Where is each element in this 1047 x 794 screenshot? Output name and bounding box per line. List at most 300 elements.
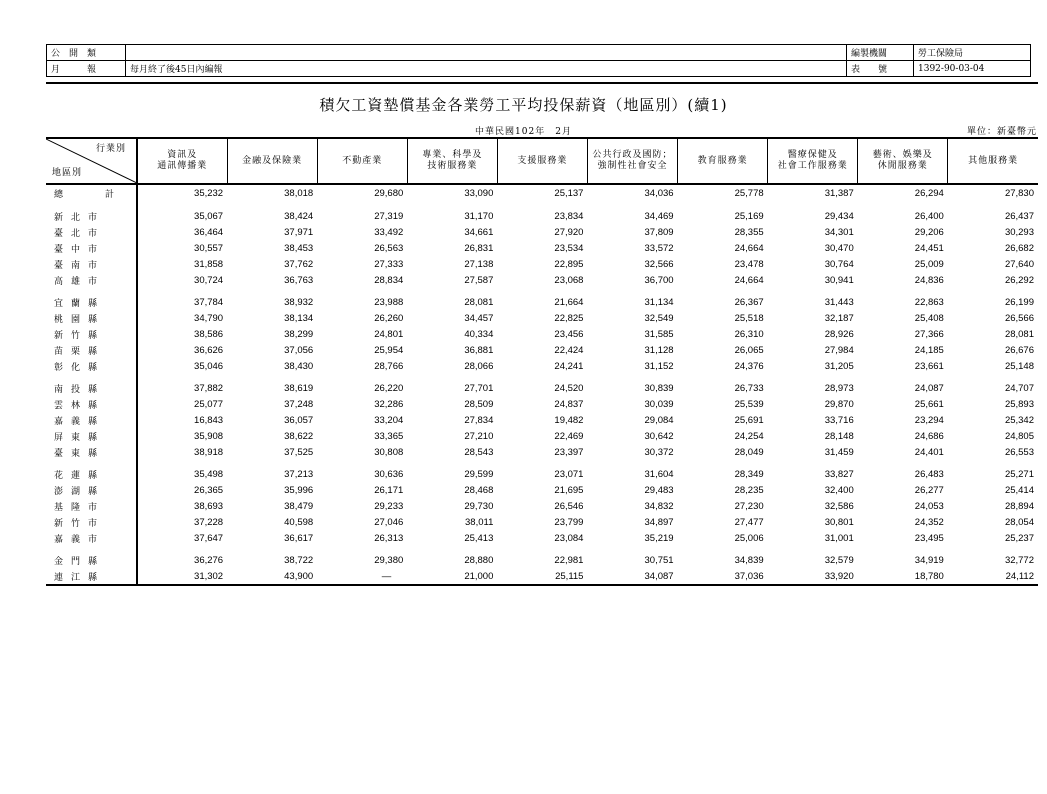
table-cell: 34,919 bbox=[914, 554, 944, 566]
table-cell: 36,763 bbox=[284, 274, 314, 286]
table-cell: 26,546 bbox=[554, 500, 584, 512]
table-cell: 32,400 bbox=[824, 484, 854, 496]
table-cell: 23,478 bbox=[734, 258, 764, 270]
table-cell: 36,617 bbox=[284, 532, 314, 544]
table-cell: 38,693 bbox=[194, 500, 224, 512]
table-cell: 31,170 bbox=[464, 210, 494, 222]
table-cell: 38,622 bbox=[284, 430, 314, 442]
column-header: 支援服務業 bbox=[497, 138, 587, 184]
table-cell: 24,451 bbox=[914, 242, 944, 254]
table-cell: 25,691 bbox=[734, 414, 764, 426]
table-cell: 30,808 bbox=[374, 446, 404, 458]
table-cell: 26,566 bbox=[1004, 312, 1034, 324]
table-cell: 28,081 bbox=[1004, 328, 1034, 340]
region-label: 金門縣 bbox=[46, 552, 137, 568]
table-cell: 22,981 bbox=[554, 554, 584, 566]
table-cell: 21,695 bbox=[554, 484, 584, 496]
table-cell: 28,509 bbox=[464, 398, 494, 410]
table-row bbox=[46, 208, 1038, 224]
table-cell: 29,483 bbox=[644, 484, 674, 496]
table-cell: 36,626 bbox=[194, 344, 224, 356]
table-row bbox=[46, 428, 1038, 444]
header-right-label-1: 表 號 bbox=[847, 61, 914, 77]
table-cell: 33,365 bbox=[374, 430, 404, 442]
region-label: 高雄市 bbox=[46, 272, 137, 288]
table-cell: 26,553 bbox=[1004, 446, 1034, 458]
region-label: 嘉義市 bbox=[46, 530, 137, 546]
column-header: 金融及保險業 bbox=[227, 138, 317, 184]
table-cell: 25,077 bbox=[194, 398, 224, 410]
region-label: 宜蘭縣 bbox=[46, 294, 137, 310]
table-cell: 28,468 bbox=[464, 484, 494, 496]
region-label: 新竹縣 bbox=[46, 326, 137, 342]
table-cell: 26,199 bbox=[1004, 296, 1034, 308]
table-cell: 26,292 bbox=[1004, 274, 1034, 286]
column-header: 教育服務業 bbox=[678, 138, 768, 184]
table-cell: 24,112 bbox=[948, 568, 1038, 585]
table-cell: 26,313 bbox=[374, 532, 404, 544]
table-cell: 27,046 bbox=[374, 516, 404, 528]
region-label: 澎湖縣 bbox=[46, 482, 137, 498]
table-cell: 23,456 bbox=[554, 328, 584, 340]
table-cell: 37,762 bbox=[284, 258, 314, 270]
table-cell: 31,128 bbox=[644, 344, 674, 356]
table-cell: 31,585 bbox=[644, 328, 674, 340]
table-cell: 32,566 bbox=[644, 258, 674, 270]
table-cell: 32,772 bbox=[1004, 554, 1034, 566]
table-cell: 25,115 bbox=[497, 568, 587, 585]
region-label: 彰化縣 bbox=[46, 358, 137, 374]
header-left-label-0: 公 開 類 bbox=[47, 45, 126, 61]
table-cell: 21,664 bbox=[554, 296, 584, 308]
table-cell: 27,319 bbox=[374, 210, 404, 222]
table-cell: 29,206 bbox=[914, 226, 944, 238]
table-cell: 29,233 bbox=[374, 500, 404, 512]
table-cell: 26,294 bbox=[914, 188, 944, 199]
table-cell: 26,437 bbox=[1004, 210, 1034, 222]
table-cell: 38,932 bbox=[284, 296, 314, 308]
region-label: 臺中市 bbox=[46, 240, 137, 256]
table-cell: 25,271 bbox=[1004, 468, 1034, 480]
table-cell: 16,843 bbox=[194, 414, 224, 426]
table-cell: 24,376 bbox=[734, 360, 764, 372]
table-cell: 30,039 bbox=[644, 398, 674, 410]
table-cell: 38,722 bbox=[284, 554, 314, 566]
table-cell: 36,700 bbox=[644, 274, 674, 286]
table-cell: 29,730 bbox=[464, 500, 494, 512]
table-cell: 31,443 bbox=[824, 296, 854, 308]
table-cell: 28,880 bbox=[464, 554, 494, 566]
table-cell: 35,908 bbox=[194, 430, 224, 442]
table-cell: 30,764 bbox=[824, 258, 854, 270]
region-label: 屏東縣 bbox=[46, 428, 137, 444]
table-cell: 25,778 bbox=[734, 188, 764, 199]
region-label: 嘉義縣 bbox=[46, 412, 137, 428]
table-cell: 24,401 bbox=[914, 446, 944, 458]
table-cell: 22,469 bbox=[554, 430, 584, 442]
table-cell: 24,352 bbox=[914, 516, 944, 528]
table-cell: 36,881 bbox=[464, 344, 494, 356]
region-label: 南投縣 bbox=[46, 380, 137, 396]
table-cell: 28,049 bbox=[734, 446, 764, 458]
column-header: 藝術、娛樂及 休閒服務業 bbox=[858, 138, 948, 184]
corner-region-label: 地區別 bbox=[52, 168, 83, 178]
table-row bbox=[46, 568, 1038, 585]
table-cell: 33,572 bbox=[644, 242, 674, 254]
table-cell: 25,414 bbox=[1004, 484, 1034, 496]
table-cell: 31,387 bbox=[824, 188, 854, 199]
table-cell: 22,863 bbox=[914, 296, 944, 308]
table-cell: 38,424 bbox=[284, 210, 314, 222]
table-cell: 27,587 bbox=[464, 274, 494, 286]
table-cell: 32,286 bbox=[374, 398, 404, 410]
table-cell: 29,380 bbox=[374, 554, 404, 566]
table-header-row bbox=[46, 138, 1038, 184]
column-header: 醫療保健及 社會工作服務業 bbox=[768, 138, 858, 184]
table-cell: 35,498 bbox=[194, 468, 224, 480]
table-cell: 37,784 bbox=[194, 296, 224, 308]
table-cell: 34,790 bbox=[194, 312, 224, 324]
header-right-value-0: 勞工保險局 bbox=[914, 45, 1031, 61]
table-cell: 38,299 bbox=[284, 328, 314, 340]
table-cell: 27,984 bbox=[824, 344, 854, 356]
region-label: 連江縣 bbox=[46, 568, 137, 585]
table-cell: 28,081 bbox=[464, 296, 494, 308]
table-cell: 26,676 bbox=[1004, 344, 1034, 356]
table-cell: 37,882 bbox=[194, 382, 224, 394]
table-cell: 30,839 bbox=[644, 382, 674, 394]
table-cell: 38,586 bbox=[194, 328, 224, 340]
header-left-value-0 bbox=[126, 45, 847, 61]
table-cell: 26,367 bbox=[734, 296, 764, 308]
table-cell: 30,372 bbox=[644, 446, 674, 458]
table-cell: 24,664 bbox=[734, 274, 764, 286]
table-cell: 40,598 bbox=[284, 516, 314, 528]
table-cell: 25,342 bbox=[1004, 414, 1034, 426]
table-cell: 37,809 bbox=[644, 226, 674, 238]
table-cell: 25,137 bbox=[554, 188, 584, 199]
table-cell: 29,680 bbox=[374, 188, 404, 199]
table-cell: 38,011 bbox=[465, 516, 494, 528]
table-cell: 23,495 bbox=[914, 532, 944, 544]
table-cell: 33,827 bbox=[824, 468, 854, 480]
table-cell: 27,640 bbox=[1004, 258, 1034, 270]
table-cell: 24,707 bbox=[1004, 382, 1034, 394]
column-header: 不動產業 bbox=[317, 138, 407, 184]
table-cell: 34,457 bbox=[464, 312, 494, 324]
table-cell: 34,036 bbox=[644, 188, 674, 199]
header-left-value-1: 每月終了後45日內編報 bbox=[126, 61, 847, 77]
table-row bbox=[46, 294, 1038, 310]
table-cell: 30,293 bbox=[1004, 226, 1034, 238]
header-rule bbox=[46, 82, 1038, 84]
table-cell: 37,056 bbox=[284, 344, 314, 356]
table-cell: 36,276 bbox=[194, 554, 224, 566]
table-cell: 26,831 bbox=[464, 242, 494, 254]
table-row bbox=[46, 240, 1038, 256]
table-cell: 32,549 bbox=[644, 312, 674, 324]
table-row bbox=[46, 466, 1038, 482]
table-cell: 26,400 bbox=[914, 210, 944, 222]
table-cell: 25,518 bbox=[734, 312, 764, 324]
table-cell: 28,926 bbox=[824, 328, 854, 340]
table-cell: 31,604 bbox=[644, 468, 674, 480]
table-cell: 29,870 bbox=[824, 398, 854, 410]
corner-industry-label: 行業別 bbox=[95, 144, 126, 154]
table-cell: 32,579 bbox=[824, 554, 854, 566]
page-title: 積欠工資墊償基金各業勞工平均投保薪資（地區別）(續1) bbox=[319, 96, 728, 114]
table-cell: 33,090 bbox=[464, 188, 494, 199]
table-cell: 30,642 bbox=[644, 430, 674, 442]
table-cell: — bbox=[317, 568, 407, 585]
table-row bbox=[46, 342, 1038, 358]
table-cell: 26,365 bbox=[194, 484, 224, 496]
table-cell: 34,661 bbox=[464, 226, 494, 238]
table-row bbox=[46, 530, 1038, 546]
table-cell: 30,941 bbox=[824, 274, 854, 286]
table-cell: 24,087 bbox=[914, 382, 944, 394]
table-cell: 28,349 bbox=[734, 468, 764, 480]
table-cell: 37,213 bbox=[284, 468, 314, 480]
table-row bbox=[46, 552, 1038, 568]
table-cell: 31,152 bbox=[644, 360, 674, 372]
table-row bbox=[46, 482, 1038, 498]
table-row bbox=[46, 396, 1038, 412]
table-cell: 27,230 bbox=[734, 500, 764, 512]
region-label: 基隆市 bbox=[46, 498, 137, 514]
column-header: 其他服務業 bbox=[948, 138, 1038, 184]
table-cell: 24,664 bbox=[734, 242, 764, 254]
table-cell: 25,539 bbox=[734, 398, 764, 410]
table-cell: 30,557 bbox=[194, 242, 224, 254]
table-cell: 18,780 bbox=[858, 568, 948, 585]
table-cell: 25,661 bbox=[914, 398, 944, 410]
table-cell: 24,241 bbox=[554, 360, 584, 372]
table-cell: 24,185 bbox=[914, 344, 944, 356]
table-cell: 27,701 bbox=[464, 382, 494, 394]
region-label: 苗栗縣 bbox=[46, 342, 137, 358]
table-cell: 23,397 bbox=[554, 446, 584, 458]
table-cell: 34,839 bbox=[734, 554, 764, 566]
table-cell: 33,920 bbox=[768, 568, 858, 585]
table-cell: 33,716 bbox=[824, 414, 854, 426]
table-cell: 38,018 bbox=[284, 188, 314, 199]
table-row bbox=[46, 310, 1038, 326]
table-cell: 31,459 bbox=[824, 446, 854, 458]
table-cell: 38,453 bbox=[284, 242, 314, 254]
table-cell: 33,492 bbox=[374, 226, 404, 238]
table-cell: 30,751 bbox=[644, 554, 674, 566]
table-cell: 38,430 bbox=[284, 360, 314, 372]
table-cell: 28,148 bbox=[824, 430, 854, 442]
table-row bbox=[46, 272, 1038, 288]
table-cell: 27,333 bbox=[374, 258, 404, 270]
table-cell: 43,900 bbox=[227, 568, 317, 585]
table-cell: 31,858 bbox=[194, 258, 224, 270]
table-cell: 34,469 bbox=[644, 210, 674, 222]
table-row bbox=[46, 514, 1038, 530]
table-cell: 31,302 bbox=[137, 568, 227, 585]
table-cell: 29,084 bbox=[644, 414, 674, 426]
data-table bbox=[46, 137, 1038, 586]
table-cell: 23,084 bbox=[554, 532, 584, 544]
table-cell: 30,470 bbox=[824, 242, 854, 254]
table-row bbox=[46, 444, 1038, 460]
table-cell: 37,248 bbox=[284, 398, 314, 410]
table-cell: 27,477 bbox=[734, 516, 764, 528]
unit-label: 單位：新臺幣元 bbox=[966, 127, 1037, 137]
table-cell: 25,408 bbox=[914, 312, 944, 324]
table-cell: 35,232 bbox=[194, 188, 224, 199]
table-cell: 29,434 bbox=[824, 210, 854, 222]
table-cell: 28,543 bbox=[464, 446, 494, 458]
table-cell: 30,801 bbox=[824, 516, 854, 528]
table-cell: 26,277 bbox=[914, 484, 944, 496]
table-cell: 38,619 bbox=[284, 382, 314, 394]
table-cell: 23,799 bbox=[554, 516, 584, 528]
table-cell: 25,413 bbox=[464, 532, 494, 544]
table-cell: 26,563 bbox=[374, 242, 404, 254]
table-cell: 23,834 bbox=[554, 210, 584, 222]
table-cell: 37,971 bbox=[284, 226, 314, 238]
table-cell: 24,053 bbox=[914, 500, 944, 512]
table-cell: 28,894 bbox=[1004, 500, 1034, 512]
table-cell: 27,138 bbox=[464, 258, 494, 270]
table-cell: 23,661 bbox=[914, 360, 944, 372]
table-cell: 23,988 bbox=[374, 296, 404, 308]
column-header: 資訊及 通訊傳播業 bbox=[137, 138, 227, 184]
header-table bbox=[46, 44, 1031, 77]
table-cell: 23,534 bbox=[554, 242, 584, 254]
table-row bbox=[46, 358, 1038, 374]
table-cell: 26,220 bbox=[374, 382, 404, 394]
region-label: 臺南市 bbox=[46, 256, 137, 272]
table-cell: 27,830 bbox=[1004, 188, 1034, 199]
table-cell: 29,599 bbox=[464, 468, 494, 480]
column-header: 公共行政及國防； 強制性社會安全 bbox=[587, 138, 677, 184]
report-period: 中華民國102年 2月 bbox=[475, 127, 572, 137]
table-cell: 24,801 bbox=[374, 328, 404, 340]
column-header: 專業、科學及 技術服務業 bbox=[407, 138, 497, 184]
table-row bbox=[46, 256, 1038, 272]
header-right-label-0: 編製機關 bbox=[847, 45, 914, 61]
table-cell: 28,355 bbox=[734, 226, 764, 238]
region-label: 桃園縣 bbox=[46, 310, 137, 326]
table-row bbox=[46, 326, 1038, 342]
table-cell: 38,134 bbox=[284, 312, 314, 324]
table-cell: 36,464 bbox=[194, 226, 224, 238]
table-cell: 26,733 bbox=[734, 382, 764, 394]
table-cell: 25,954 bbox=[374, 344, 404, 356]
table-cell: 38,479 bbox=[284, 500, 314, 512]
table-cell: 25,009 bbox=[914, 258, 944, 270]
table-cell: 19,482 bbox=[554, 414, 584, 426]
header-right-value-1: 1392-90-03-04 bbox=[914, 61, 1031, 77]
table-cell: 26,065 bbox=[734, 344, 764, 356]
region-label: 總 計 bbox=[46, 184, 137, 202]
table-cell: 32,586 bbox=[824, 500, 854, 512]
table-cell: 25,006 bbox=[734, 532, 764, 544]
table-cell: 23,071 bbox=[554, 468, 584, 480]
table-cell: 28,973 bbox=[824, 382, 854, 394]
table-cell: 24,837 bbox=[554, 398, 584, 410]
table-cell: 24,836 bbox=[914, 274, 944, 286]
table-cell: 24,686 bbox=[914, 430, 944, 442]
region-label: 新北市 bbox=[46, 208, 137, 224]
table-cell: 24,254 bbox=[734, 430, 764, 442]
table-cell: 31,001 bbox=[824, 532, 854, 544]
region-label: 臺北市 bbox=[46, 224, 137, 240]
region-label: 新竹市 bbox=[46, 514, 137, 530]
table-cell: 28,766 bbox=[374, 360, 404, 372]
table-cell: 35,996 bbox=[284, 484, 314, 496]
table-cell: 25,148 bbox=[1004, 360, 1034, 372]
table-cell: 24,520 bbox=[554, 382, 584, 394]
table-row bbox=[46, 380, 1038, 396]
table-cell: 30,636 bbox=[374, 468, 404, 480]
table-cell: 26,260 bbox=[374, 312, 404, 324]
table-cell: 31,134 bbox=[644, 296, 674, 308]
table-cell: 32,187 bbox=[824, 312, 854, 324]
table-cell: 21,000 bbox=[407, 568, 497, 585]
corner-header bbox=[46, 138, 137, 184]
table-row bbox=[46, 224, 1038, 240]
table-row bbox=[46, 498, 1038, 514]
table-cell: 22,895 bbox=[554, 258, 584, 270]
table-cell: 34,897 bbox=[644, 516, 674, 528]
table-cell: 22,825 bbox=[554, 312, 584, 324]
region-label: 花蓮縣 bbox=[46, 466, 137, 482]
table-cell: 23,294 bbox=[914, 414, 944, 426]
table-cell: 37,525 bbox=[284, 446, 314, 458]
table-cell: 26,171 bbox=[374, 484, 404, 496]
table-cell: 28,054 bbox=[1004, 516, 1034, 528]
table-cell: 40,334 bbox=[464, 328, 494, 340]
table-cell: 37,036 bbox=[678, 568, 768, 585]
table-cell: 37,228 bbox=[194, 516, 224, 528]
table-cell: 27,920 bbox=[554, 226, 584, 238]
table-cell: 25,893 bbox=[1004, 398, 1034, 410]
table-cell: 35,219 bbox=[644, 532, 674, 544]
header-left-label-1: 月 報 bbox=[47, 61, 126, 77]
table-cell: 36,057 bbox=[284, 414, 314, 426]
table-cell: 28,066 bbox=[464, 360, 494, 372]
table-cell: 34,832 bbox=[644, 500, 674, 512]
table-cell: 37,647 bbox=[194, 532, 224, 544]
table-cell: 25,237 bbox=[1004, 532, 1034, 544]
table-cell: 26,483 bbox=[914, 468, 944, 480]
table-cell: 34,087 bbox=[587, 568, 677, 585]
table-cell: 33,204 bbox=[374, 414, 404, 426]
table-cell: 27,834 bbox=[464, 414, 494, 426]
table-cell: 23,068 bbox=[554, 274, 584, 286]
table-row bbox=[46, 184, 1038, 202]
table-cell: 38,918 bbox=[194, 446, 224, 458]
table-cell: 26,310 bbox=[734, 328, 764, 340]
table-cell: 35,067 bbox=[194, 210, 224, 222]
table-cell: 31,205 bbox=[824, 360, 854, 372]
region-label: 臺東縣 bbox=[46, 444, 137, 460]
table-cell: 24,805 bbox=[1004, 430, 1034, 442]
table-cell: 28,834 bbox=[374, 274, 404, 286]
table-cell: 35,046 bbox=[194, 360, 224, 372]
table-cell: 26,682 bbox=[1004, 242, 1034, 254]
table-cell: 28,235 bbox=[734, 484, 764, 496]
table-row bbox=[46, 412, 1038, 428]
table-cell: 27,366 bbox=[914, 328, 944, 340]
table-cell: 30,724 bbox=[194, 274, 224, 286]
table-cell: 22,424 bbox=[554, 344, 584, 356]
